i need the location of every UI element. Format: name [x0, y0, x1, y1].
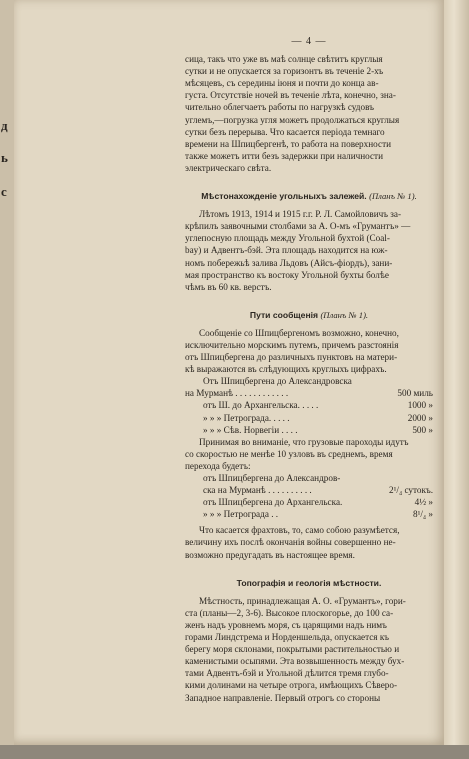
margin-mark: с — [1, 184, 7, 199]
section-heading-topography — [185, 577, 433, 589]
text-line: углемъ,—погрузка угля можетъ продолжаться круглыя — [185, 114, 400, 125]
topography-paragraph — [185, 595, 433, 704]
table-row — [185, 412, 433, 424]
text-line: времени на Шпицбергенѣ, то работа на поверхности — [185, 138, 391, 149]
table-row — [185, 399, 433, 411]
intro-paragraph — [185, 53, 433, 174]
margin-mark: д — [1, 118, 8, 133]
text-line: углепосную площадь между Угольной бухтой (Coal- — [185, 233, 390, 244]
heading-plan-ref: (Планъ № 1). — [320, 309, 369, 320]
heading-plan-ref: (Планъ № 1). — [369, 191, 417, 202]
heading-text: Мѣстонахожденіе угольныхъ залежей. — [201, 191, 367, 202]
table-cell: 8¹/₄ » — [413, 509, 433, 520]
text-line: Лѣтомъ 1913, 1914 и 1915 г.г. Р. Л. Самойловичъ за- — [199, 209, 402, 220]
text-line: мая пространство къ востоку Угольной бухты болѣе — [185, 269, 389, 280]
text-line: электрическаго свѣта. — [185, 162, 272, 173]
text-line: возможно предугадать въ настоящее время. — [185, 549, 355, 560]
text-column — [185, 36, 433, 704]
text-line: женъ надъ уровнемъ моря, съ царящими надъ нимъ — [185, 619, 387, 630]
table-row — [185, 387, 433, 399]
text-line: мѣсяцевъ, съ середины іюня и почти до конца ав- — [185, 78, 379, 89]
text-line: каменистыми осыпями. Эта возвышенность между бух- — [185, 656, 405, 667]
heading-text: Топографія и геологія мѣстности. — [236, 577, 382, 588]
text-line: номъ побережьѣ залива Льдовъ (Айсъ-фіордъ), зани- — [185, 257, 393, 268]
heading-text: Пути сообщенія — [249, 309, 319, 320]
adjacent-page-strip — [0, 0, 14, 759]
table-cell: отъ Шпицбергена до Архангельска. — [203, 497, 343, 508]
table-cell: » » » Петрограда . . — [203, 509, 279, 520]
text-line: чительно облегчаетъ работы по нагрузкѣ судовъ — [185, 102, 374, 113]
table-row — [185, 472, 433, 484]
table-cell: 1000 » — [407, 400, 433, 411]
text-line: Принимая во вниманіе, что грузовые пароходы идутъ — [199, 436, 409, 447]
text-line: Что касается фрахтовъ, то, само собою разумѣется, — [199, 525, 400, 536]
margin-mark: ь — [1, 150, 8, 165]
text-line: берегу моря склонами, покрытыми растительностью и — [185, 644, 400, 655]
table-cell: » » » Сѣв. Норвегіи . . . . — [203, 424, 298, 435]
text-line: bay) и Адвентъ-бэй. Эта площадь находится на юж- — [185, 245, 388, 256]
text-line: сутки безъ перерыва. Что касается періода темнаго — [185, 126, 385, 137]
text-line: тами Адвентъ-бэй и Угольной дѣлится тремя глубо- — [185, 668, 389, 679]
text-line: горами Линдстрема и Норденшельда, опускается къ — [185, 632, 390, 643]
text-line: Западное направленіе. Первый отрогъ со стороны — [185, 692, 381, 703]
scan-background — [0, 745, 469, 759]
text-line: густа. Отсутствіе ночей въ теченіе лѣта, конечно, зна- — [185, 90, 396, 101]
text-line: также можетъ итти безъ задержки при наличности — [185, 150, 383, 161]
table-row — [185, 424, 433, 436]
table-row — [185, 375, 433, 387]
text-line: величину ихъ послѣ окончанія войны совершенно не- — [185, 537, 396, 548]
table-cell: отъ Шпицбергена до Александров- — [203, 473, 341, 483]
text-line: отъ Шпицбергена до различныхъ пунктовъ на матери- — [185, 352, 398, 363]
freight-paragraph — [185, 524, 433, 560]
text-line: ста (планы—2, 3-6). Высокое плоскогорье, до 100 са- — [185, 607, 394, 618]
text-line: сица, такъ что уже въ маѣ солнце свѣтитъ круглыя — [185, 54, 383, 65]
table-cell: 500 миль — [397, 388, 433, 399]
page-edge — [444, 0, 469, 759]
table-row — [185, 484, 433, 496]
table-row — [185, 496, 433, 508]
text-line: сутки и не опускается за горизонтъ въ теченіе 2-хъ — [185, 66, 384, 77]
text-line: перехода будетъ: — [185, 460, 251, 471]
table-cell: 500 » — [412, 424, 433, 435]
text-line: Мѣстность, принадлежащая А. О. «Грумантъ», гори- — [199, 595, 406, 606]
text-line: кѣ выражаются въ слѣдующихъ круглыхъ цифрахъ. — [185, 364, 387, 375]
table-cell: 2¹/₄ сутокъ. — [389, 485, 433, 496]
table-cell: ска на Мурманѣ . . . . . . . . . . — [203, 485, 312, 496]
text-line: со скоростью не менѣе 10 узловъ въ среднемъ, время — [185, 448, 393, 459]
section-heading-deposits — [185, 190, 433, 202]
text-line: Сообщеніе со Шпицбергеномъ возможно, конечно, — [199, 327, 399, 338]
table-cell: отъ Ш. до Архангельска. . . . . — [203, 400, 319, 411]
routes-paragraph — [185, 327, 433, 375]
text-line: кими долинами на четыре отрога, имѣющихъ Сѣверо- — [185, 680, 398, 691]
travel-time-table — [185, 472, 433, 520]
table-cell: Отъ Шпицбергена до Александровска — [203, 376, 352, 387]
page-number: — 4 — — [291, 36, 327, 47]
text-line: чѣмъ въ 60 кв. верстъ. — [185, 281, 272, 292]
distance-table — [185, 375, 433, 435]
table-row — [185, 508, 433, 520]
text-line: крѣпилъ заявочными столбами за А. О-мъ «Грумантъ» — — [185, 221, 411, 232]
table-cell: 4½ » — [414, 497, 433, 508]
speed-paragraph — [185, 436, 433, 472]
section-heading-routes — [185, 309, 433, 321]
table-cell: на Мурманѣ . . . . . . . . . . . . — [185, 388, 289, 399]
deposits-paragraph — [185, 208, 433, 293]
table-cell: » » » Петрограда. . . . . — [203, 412, 290, 423]
table-cell: 2000 » — [407, 412, 433, 423]
text-line: исключительно морскимъ путемъ, причемъ разстоянія — [185, 339, 399, 350]
